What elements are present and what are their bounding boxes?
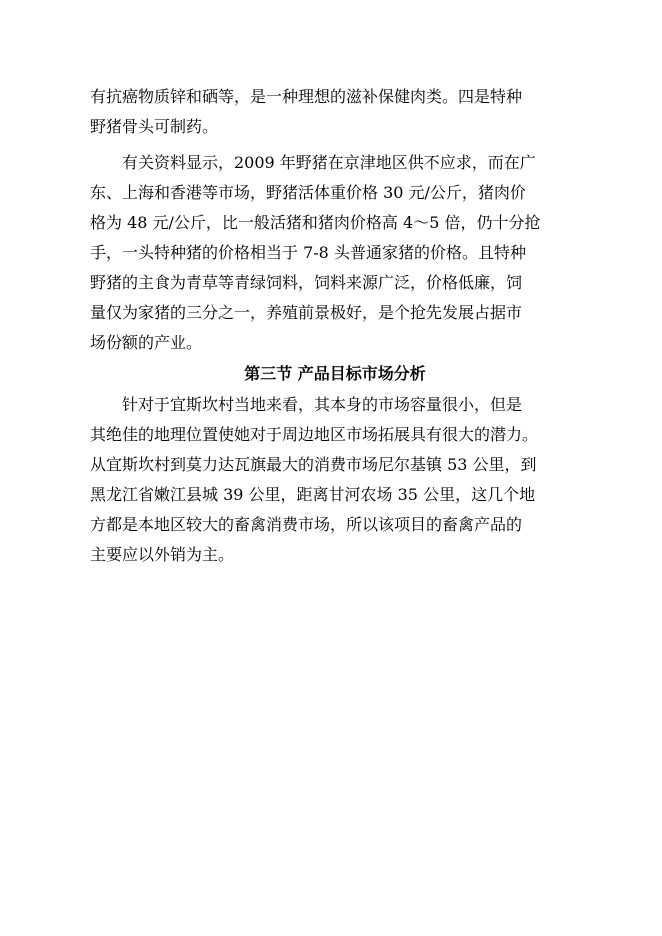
text-line: 野猪的主食为青草等青绿饲料，饲料来源广泛，价格低廉，饲 — [90, 273, 523, 292]
text-line: 量仅为家猪的三分之一，养殖前景极好，是个抢先发展占据市 — [90, 303, 523, 322]
text-line: 方都是本地区较大的畜禽消费市场，所以该项目的畜禽产品的 — [90, 515, 523, 534]
text-line: 东、上海和香港等市场，野猪活体重价格 30 元/公斤，猪肉价 — [90, 183, 526, 202]
paragraph-market-data — [90, 148, 580, 358]
text-line: 格为 48 元/公斤，比一般活猪和猪肉价格高 4～5 倍，仍十分抢 — [90, 213, 541, 232]
text-line: 手，一头特种猪的价格相当于 7-8 头普通家猪的价格。且特种 — [90, 243, 526, 262]
paragraph-target-market — [90, 390, 580, 570]
text-line: 针对于宜斯坎村当地来看，其本身的市场容量很小，但是 — [122, 395, 523, 414]
text-line: 野猪骨头可制药。 — [90, 117, 219, 136]
text-line: 黑龙江省嫩江县城 39 公里，距离甘河农场 35 公里，这几个地 — [90, 485, 536, 504]
paragraph-health-benefits — [90, 82, 580, 142]
text-line: 从宜斯坎村到莫力达瓦旗最大的消费市场尼尔基镇 53 公里，到 — [90, 455, 537, 474]
text-line: 主要应以外销为主。 — [90, 545, 235, 564]
text-line: 有抗癌物质锌和硒等，是一种理想的滋补保健肉类。四是特种 — [90, 87, 523, 106]
text-line: 场份额的产业。 — [90, 333, 203, 352]
document-body — [90, 82, 580, 570]
section-heading: 第三节 产品目标市场分析 — [244, 364, 426, 383]
text-line: 其绝佳的地理位置使她对于周边地区市场拓展具有很大的潜力。 — [90, 425, 539, 444]
text-line: 有关资料显示，2009 年野猪在京津地区供不应求，而在广 — [122, 153, 536, 172]
